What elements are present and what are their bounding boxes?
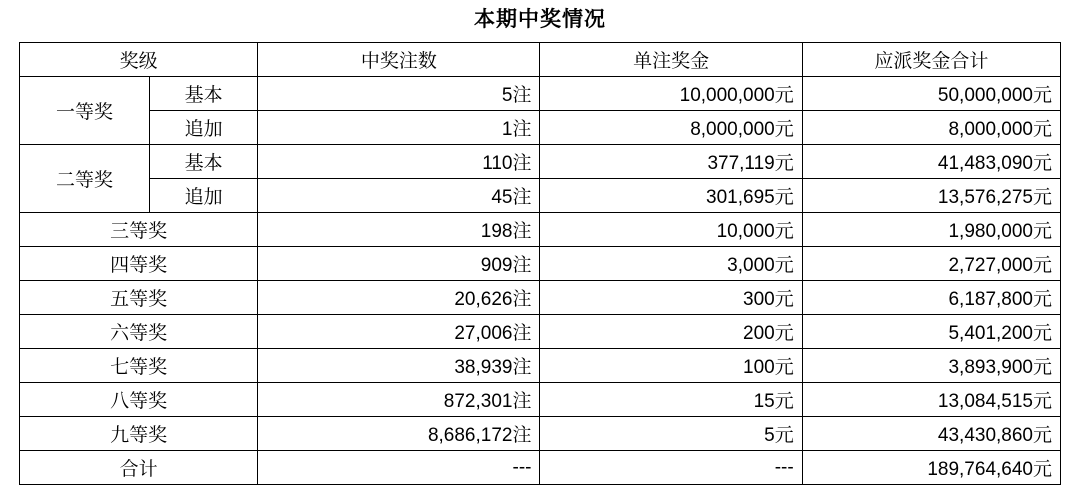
- cell-total-prize: 41,483,090元: [802, 145, 1060, 179]
- column-header-unit-prize: 单注奖金: [540, 43, 802, 77]
- table-row: [20, 451, 1061, 485]
- cell-unit-prize: 377,119元: [540, 145, 802, 179]
- cell-prize-level: 六等奖: [20, 315, 258, 349]
- table-row: [20, 247, 1061, 281]
- cell-winning-count: 20,626注: [258, 281, 540, 315]
- table-row: [20, 315, 1061, 349]
- cell-prize-subtype: 基本: [150, 145, 258, 179]
- cell-prize-level: 二等奖: [20, 145, 150, 213]
- cell-total-prize: 5,401,200元: [802, 315, 1060, 349]
- page-title: 本期中奖情况: [474, 8, 606, 31]
- table-row: [20, 111, 1061, 145]
- cell-winning-count: 8,686,172注: [258, 417, 540, 451]
- cell-unit-prize: 200元: [540, 315, 802, 349]
- cell-winning-count: 27,006注: [258, 315, 540, 349]
- cell-prize-level: 七等奖: [20, 349, 258, 383]
- table-row: [20, 383, 1061, 417]
- table-row: [20, 281, 1061, 315]
- cell-unit-prize: 15元: [540, 383, 802, 417]
- cell-unit-prize: 10,000元: [540, 213, 802, 247]
- cell-prize-level: 四等奖: [20, 247, 258, 281]
- prize-table: [19, 42, 1061, 485]
- cell-prize-level: 一等奖: [20, 77, 150, 145]
- cell-unit-prize: 301,695元: [540, 179, 802, 213]
- table-row: [20, 179, 1061, 213]
- cell-prize-subtype: 追加: [150, 179, 258, 213]
- cell-total-prize: 6,187,800元: [802, 281, 1060, 315]
- table-body: [20, 77, 1061, 485]
- cell-total-prize: 50,000,000元: [802, 77, 1060, 111]
- cell-unit-prize: 5元: [540, 417, 802, 451]
- table-row: [20, 145, 1061, 179]
- table-row: [20, 417, 1061, 451]
- cell-winning-count: 5注: [258, 77, 540, 111]
- cell-total-prize: 13,084,515元: [802, 383, 1060, 417]
- cell-winning-count: 1注: [258, 111, 540, 145]
- cell-unit-prize: 100元: [540, 349, 802, 383]
- cell-prize-level: 八等奖: [20, 383, 258, 417]
- cell-prize-subtype: 追加: [150, 111, 258, 145]
- cell-prize-level: 三等奖: [20, 213, 258, 247]
- cell-winning-count: 110注: [258, 145, 540, 179]
- column-header-count: 中奖注数: [258, 43, 540, 77]
- cell-total-prize: 13,576,275元: [802, 179, 1060, 213]
- cell-winning-count: 198注: [258, 213, 540, 247]
- cell-winning-count: 872,301注: [258, 383, 540, 417]
- cell-total-prize: 1,980,000元: [802, 213, 1060, 247]
- cell-unit-prize: 300元: [540, 281, 802, 315]
- cell-winning-count: 909注: [258, 247, 540, 281]
- table-header: [20, 43, 1061, 77]
- cell-unit-prize: 10,000,000元: [540, 77, 802, 111]
- cell-total-prize: 2,727,000元: [802, 247, 1060, 281]
- column-header-total-prize: 应派奖金合计: [802, 43, 1060, 77]
- column-header-level: 奖级: [20, 43, 258, 77]
- cell-total-prize: 3,893,900元: [802, 349, 1060, 383]
- cell-winning-count: ---: [258, 451, 540, 485]
- cell-prize-level: 九等奖: [20, 417, 258, 451]
- cell-unit-prize: 3,000元: [540, 247, 802, 281]
- cell-total-prize: 189,764,640元: [802, 451, 1060, 485]
- cell-prize-level: 合计: [20, 451, 258, 485]
- cell-total-prize: 8,000,000元: [802, 111, 1060, 145]
- cell-unit-prize: ---: [540, 451, 802, 485]
- table-row: [20, 349, 1061, 383]
- cell-prize-subtype: 基本: [150, 77, 258, 111]
- table-row: [20, 77, 1061, 111]
- cell-winning-count: 45注: [258, 179, 540, 213]
- cell-total-prize: 43,430,860元: [802, 417, 1060, 451]
- cell-unit-prize: 8,000,000元: [540, 111, 802, 145]
- table-header-row: [20, 43, 1061, 77]
- cell-winning-count: 38,939注: [258, 349, 540, 383]
- table-row: [20, 213, 1061, 247]
- cell-prize-level: 五等奖: [20, 281, 258, 315]
